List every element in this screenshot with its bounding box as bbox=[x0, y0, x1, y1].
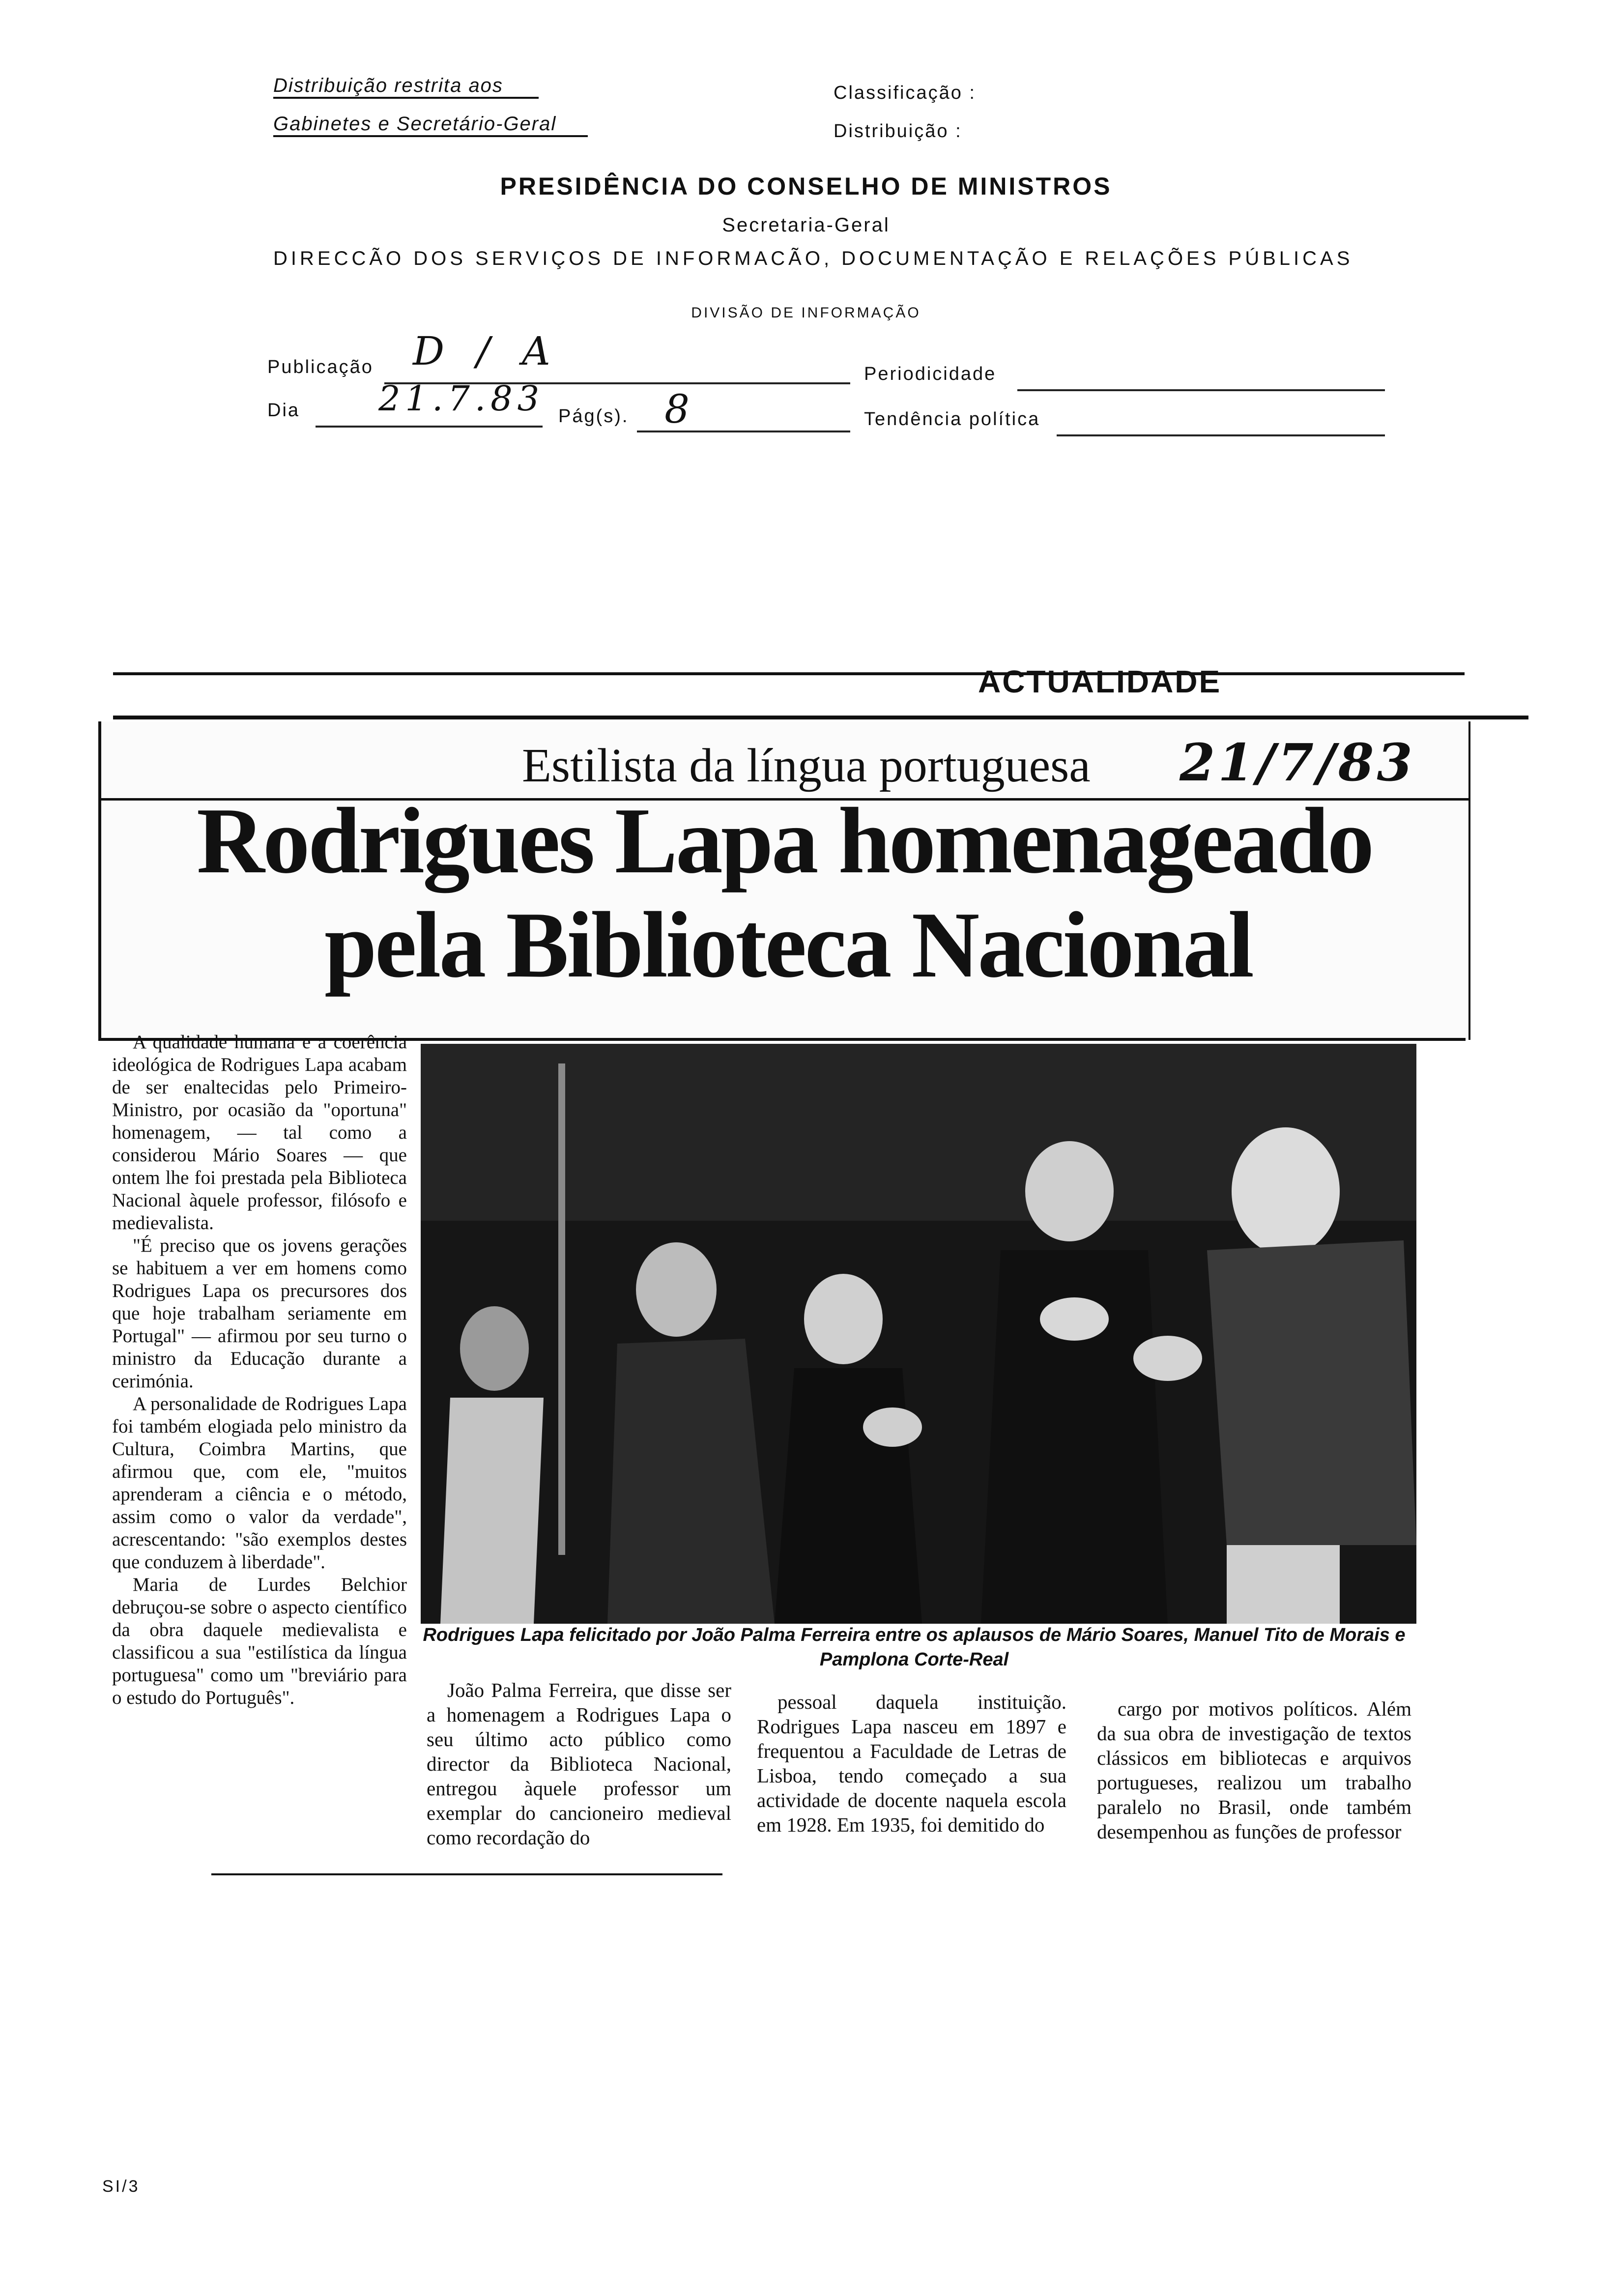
paragraph: "É preciso que os jovens gerações se habituem a ver em homens como Rodrigues Lapa os precursores dos que hoje trabalham seriamente em Portugal" — afirmou por seu turno o ministro da Educação durante a cerimónia. bbox=[112, 1235, 407, 1392]
paragraph: Maria de Lurdes Belchior debruçou-se sobre o aspecto científico da obra daquele medievalista e classificou a sua "estilística da língua portuguesa" como um "breviário para o estudo do Português". bbox=[112, 1574, 407, 1708]
publication-value: D / A bbox=[413, 328, 560, 374]
day-label: Dia bbox=[267, 400, 300, 421]
publication-label: Publicação bbox=[267, 357, 374, 377]
directorate-heading: DIRECCÃO DOS SERVIÇOS DE INFORMACÃO, DOCUMENTAÇÃO E RELAÇÕES PÚBLICAS bbox=[273, 248, 1353, 269]
photo-caption: Rodrigues Lapa felicitado por João Palma Ferreira entre os aplausos de Mário Soares, Manuel Tito de Morais e Pamplona Corte-Real bbox=[423, 1625, 1406, 1670]
section-label: ACTUALIDADE bbox=[978, 664, 1222, 699]
headline-line-1: Rodrigues Lapa homenageado bbox=[197, 788, 1373, 893]
periodicity-line bbox=[1017, 389, 1385, 391]
distribution-label: Distribuição : bbox=[834, 121, 962, 142]
day-line bbox=[316, 426, 543, 428]
distribution-restriction-line1: Distribuição restrita aos bbox=[273, 75, 539, 99]
handwritten-date: 21/7/83 bbox=[1180, 732, 1415, 793]
article-column-4 bbox=[1097, 1696, 1411, 1844]
pages-label: Pág(s). bbox=[558, 406, 629, 427]
presidency-heading: PRESIDÊNCIA DO CONSELHO DE MINISTROS bbox=[500, 172, 1112, 200]
article-column-3 bbox=[757, 1690, 1066, 1837]
article-column-2 bbox=[427, 1678, 731, 1850]
kicker: Estilista da língua portuguesa bbox=[522, 739, 1091, 792]
paragraph: pessoal daquela instituição. Rodrigues Lapa nasceu em 1897 e frequentou a Faculdade de Letras de Lisboa, tendo começado a sua actividade de docente naquela escola em 1928. Em 1935, foi demitido do bbox=[757, 1691, 1066, 1836]
form-code: SI/3 bbox=[102, 2177, 140, 2196]
classification-label: Classificação : bbox=[834, 83, 976, 103]
political-tendency-label: Tendência política bbox=[864, 409, 1040, 430]
political-tendency-line bbox=[1057, 434, 1385, 436]
article-end-rule bbox=[211, 1873, 722, 1875]
periodicity-label: Periodicidade bbox=[864, 364, 997, 384]
article-column-1 bbox=[112, 1031, 407, 1709]
paragraph: A personalidade de Rodrigues Lapa foi também elogiada pelo ministro da Cultura, Coimbra Martins, que afirmou que, com ele, "muitos aprenderam a ciência e o método, assim como o valor da verdade", acrescentando: "são exemplos destes que conduzem à liberdade". bbox=[112, 1393, 407, 1573]
article-photo bbox=[421, 1044, 1416, 1624]
section-top-rule bbox=[113, 672, 1465, 675]
division-heading: DIVISÃO DE INFORMAÇÃO bbox=[691, 305, 921, 321]
pages-value: 8 bbox=[664, 386, 690, 432]
paragraph: A qualidade humana e a coerência ideológica de Rodrigues Lapa acabam de ser enaltecidas pelo Primeiro-Ministro, por ocasião da "oportuna" homenagem, — tal como a considerou Mário Soares — que ontem lhe foi prestada pela Biblioteca Nacional àquele professor, filósofo e medievalista. bbox=[112, 1032, 407, 1234]
paragraph: cargo por motivos políticos. Além da sua obra de investigação de textos clássicos em bibliotecas e arquivos portugueses, realizou um trabalho paralelo no Brasil, onde também desempenhou as funções de professor bbox=[1097, 1697, 1411, 1843]
headline-line-2: pela Biblioteca Nacional bbox=[324, 892, 1252, 997]
distribution-restriction-line2: Gabinetes e Secretário-Geral bbox=[273, 113, 588, 137]
section-bottom-rule bbox=[113, 716, 1528, 719]
secretariat-subheading: Secretaria-Geral bbox=[722, 214, 890, 236]
day-value: 21.7.83 bbox=[378, 378, 545, 419]
paragraph: João Palma Ferreira, que disse ser a homenagem a Rodrigues Lapa o seu último acto público como director da Biblioteca Nacional, entregou àquele professor um exemplar do cancioneiro medieval como recordação do bbox=[427, 1679, 731, 1849]
